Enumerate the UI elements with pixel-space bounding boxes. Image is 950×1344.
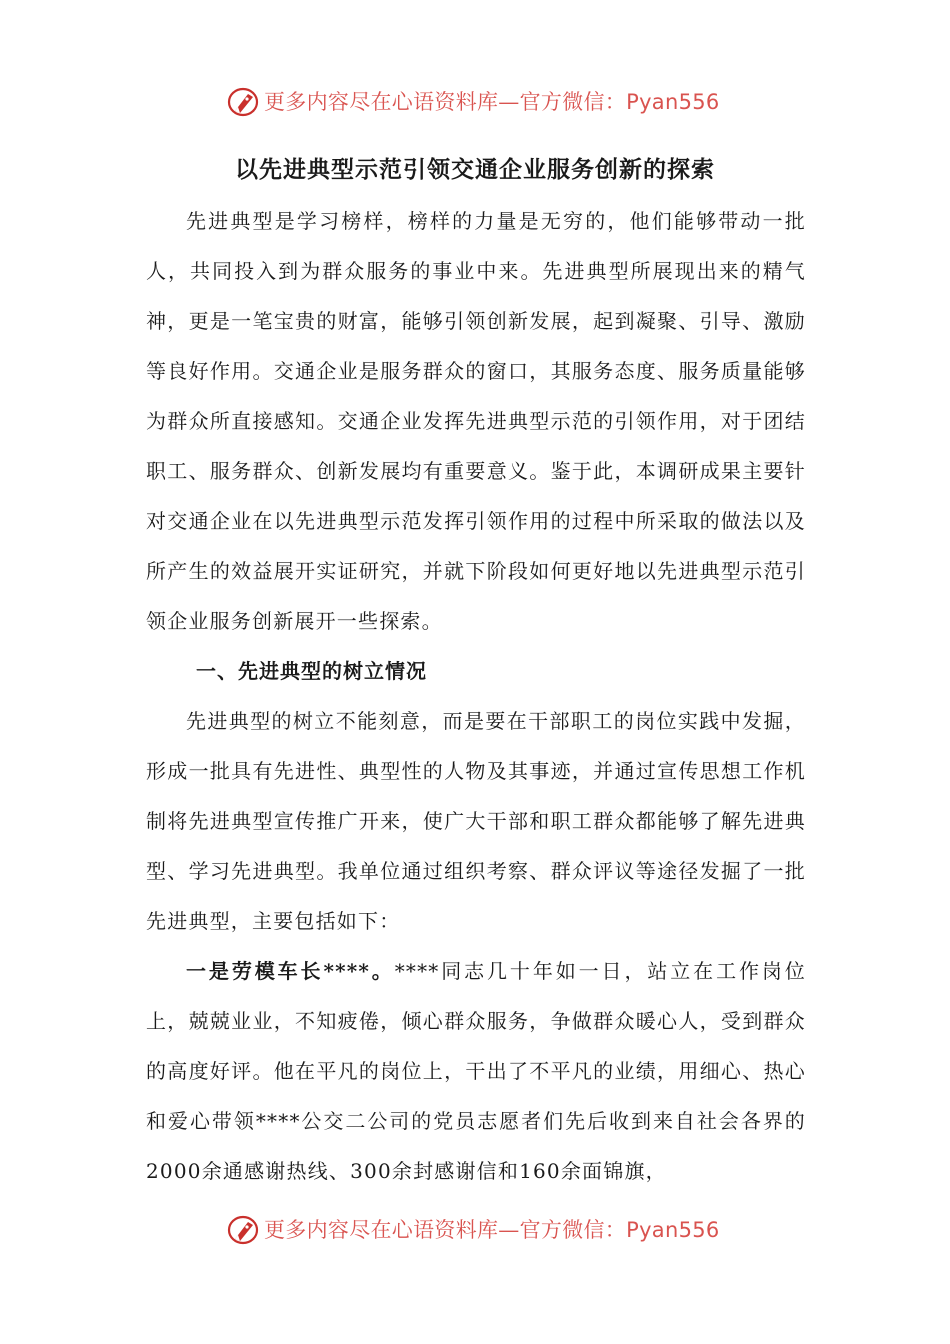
watermark-text: 更多内容尽在心语资料库—官方微信：Pyan556 — [264, 1218, 720, 1242]
section-heading-1: 一、先进典型的树立情况 — [196, 659, 427, 683]
watermark-banner-bottom — [0, 1210, 950, 1250]
item1-paragraph — [146, 946, 806, 1196]
pen-nib-logo-icon — [226, 1214, 260, 1246]
document-title: 以先进典型示范引领交通企业服务创新的探索 — [235, 156, 715, 183]
watermark-text: 更多内容尽在心语资料库—官方微信：Pyan556 — [264, 90, 720, 114]
item1-body: ****同志几十年如一日，站立在工作岗位上，兢兢业业，不知疲倦，倾心群众服务，争做群众暖心人，受到群众的高度好评。他在平凡的岗位上，干出了不平凡的业绩，用细心、热心和爱心带领****公交二公司的党员志愿者们先后收到来自社会各界的2000余通感谢热线、300余封感谢信和160余面锦旗， — [146, 959, 806, 1183]
watermark-banner-top — [0, 82, 950, 122]
item1-lead: 一是劳模车长****。 — [186, 959, 395, 983]
section1-paragraph: 先进典型的树立不能刻意，而是要在干部职工的岗位实践中发掘，形成一批具有先进性、典型性的人物及其事迹，并通过宣传思想工作机制将先进典型宣传推广开来，使广大干部和职工群众都能够了解先进典型、学习先进典型。我单位通过组织考察、群众评议等途径发掘了一批先进典型，主要包括如下： — [146, 709, 806, 933]
intro-paragraph: 先进典型是学习榜样，榜样的力量是无穷的，他们能够带动一批人，共同投入到为群众服务的事业中来。先进典型所展现出来的精气神，更是一笔宝贵的财富，能够引领创新发展，起到凝聚、引导、激励等良好作用。交通企业是服务群众的窗口，其服务态度、服务质量能够为群众所直接感知。交通企业发挥先进典型示范的引领作用，对于团结职工、服务群众、创新发展均有重要意义。鉴于此，本调研成果主要针对交通企业在以先进典型示范发挥引领作用的过程中所采取的做法以及所产生的效益展开实证研究，并就下阶段如何更好地以先进典型示范引领企业服务创新展开一些探索。 — [146, 209, 806, 633]
pen-nib-logo-icon — [226, 86, 260, 118]
document-body — [146, 196, 806, 1196]
